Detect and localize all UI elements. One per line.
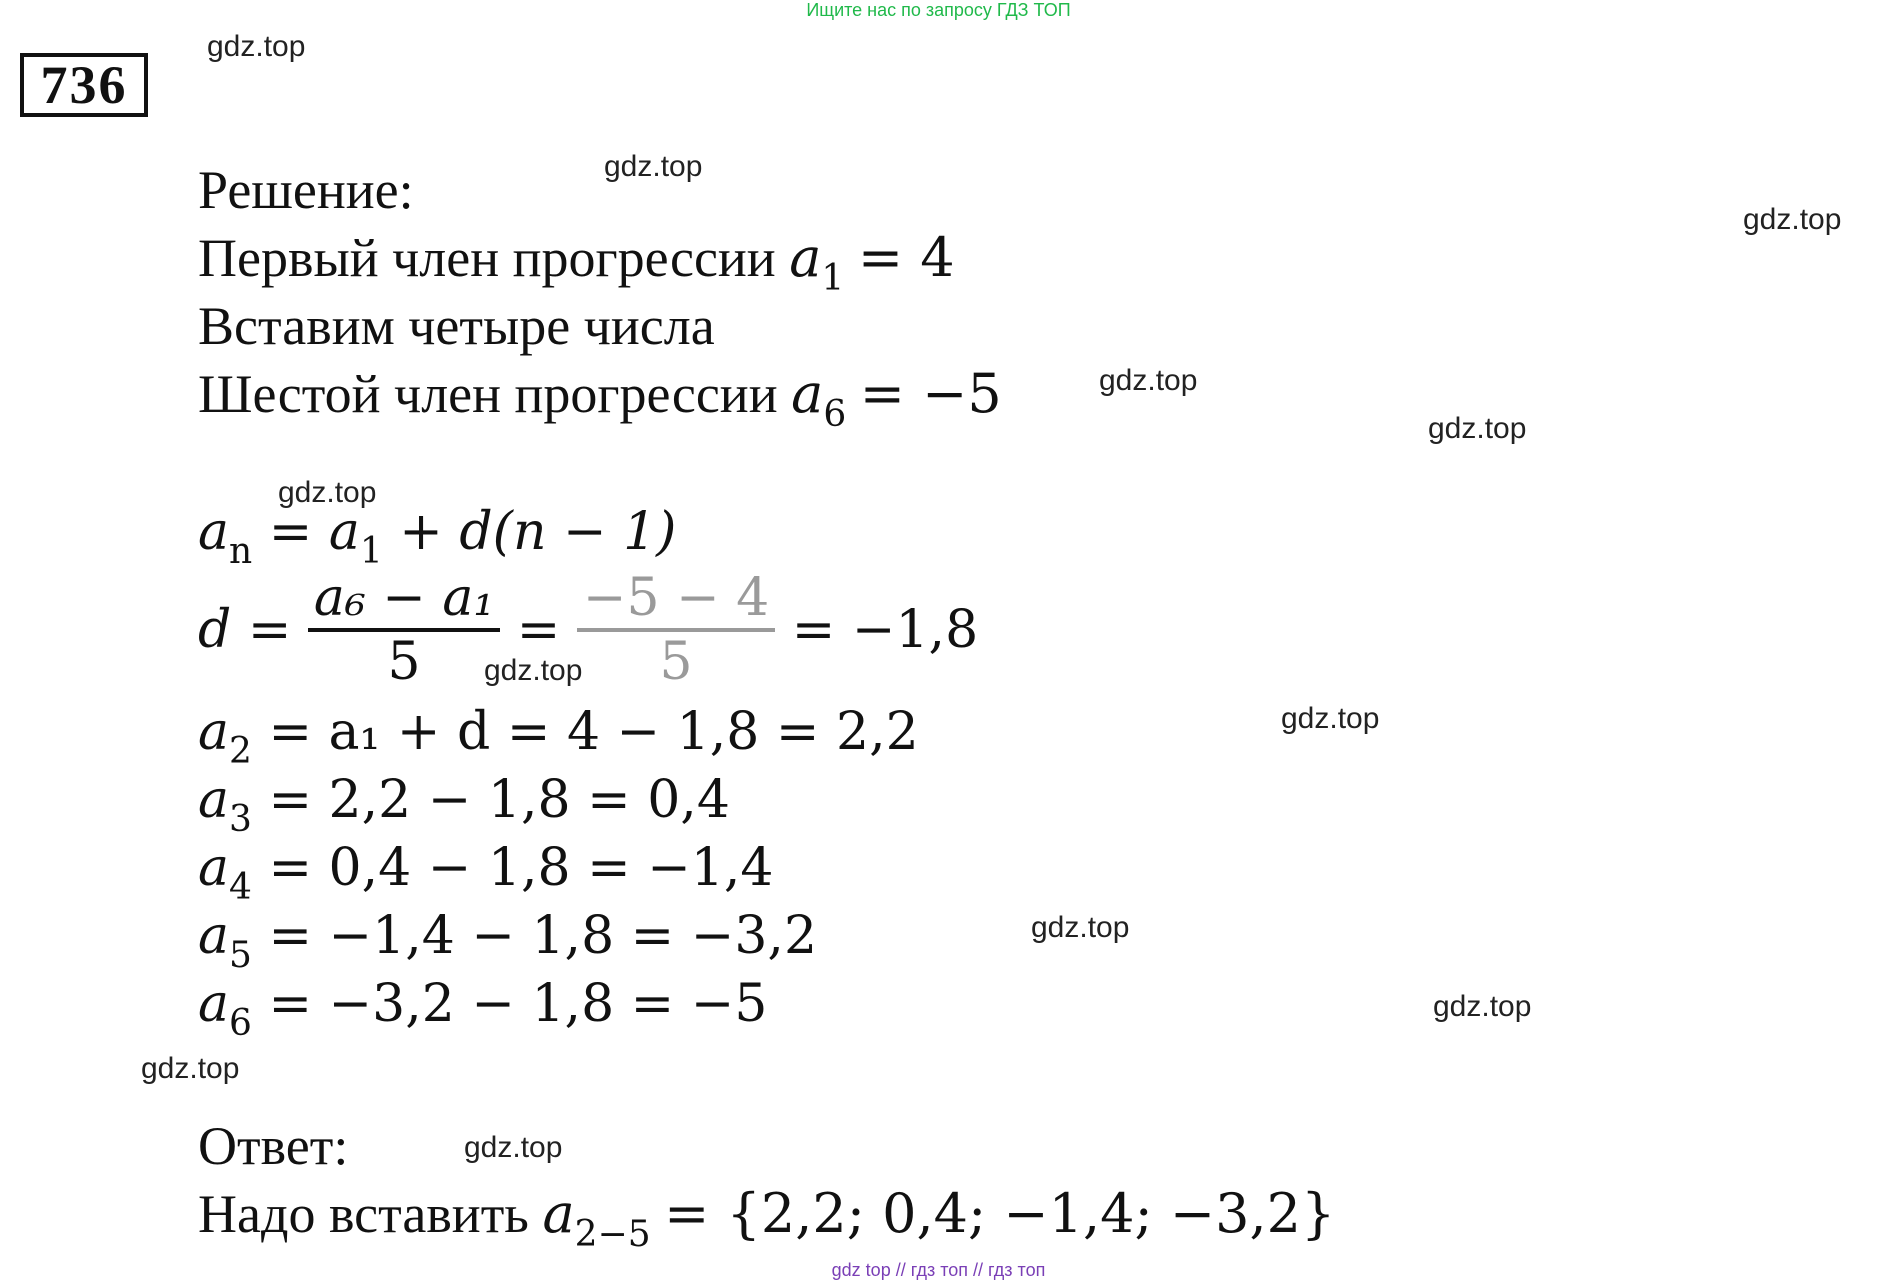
given-first-term-var: $a_1$ [789, 226, 845, 299]
watermark: gdz.top [464, 1131, 563, 1164]
step-a5: $a_5 = -1,4 - 1,8 = -3,2$ [198, 906, 818, 976]
d-var: d = [198, 600, 292, 660]
answer-line [198, 1184, 1335, 1265]
step-a4: $a_4 = 0,4 - 1,8 = -1,4$ [198, 838, 774, 908]
eq-sign: = [516, 600, 561, 660]
general-formula: $a_n = a_1 + d(n - 1)$ [198, 502, 677, 572]
watermark: gdz.top [1031, 911, 1130, 944]
fraction-1: $\frac{\text{a₆ − a₁}}{5}$ [308, 568, 500, 692]
watermark: gdz.top [1433, 990, 1532, 1023]
answer-text: Надо вставить [198, 1184, 529, 1244]
watermark: gdz.top [1428, 412, 1527, 445]
given-insert-four: Вставим четыре числа [198, 296, 715, 356]
answer-heading: Ответ: [198, 1116, 349, 1176]
watermark: gdz.top [1281, 702, 1380, 735]
watermark: gdz.top [604, 150, 703, 183]
watermark: gdz.top [207, 30, 306, 63]
watermark: gdz.top [1099, 364, 1198, 397]
task-number: 736 [20, 53, 148, 117]
solution-heading: Решение: [198, 160, 414, 220]
given-sixth-term [198, 364, 1002, 445]
step-a2: $a_2 = a_1 + d = 4 - 1,8 = 2,2$ [198, 702, 919, 772]
step-a3: $a_3 = 2,2 - 1,8 = 0,4$ [198, 770, 730, 840]
answer-var: $a_{2-5}$ [542, 1182, 651, 1255]
given-sixth-term-value: = −5 [859, 362, 1002, 425]
watermark: gdz.top [278, 476, 377, 509]
top-banner: Ищите нас по запросу ГДЗ ТОП [806, 0, 1071, 20]
given-first-term-value: = 4 [857, 226, 955, 289]
d-result: = −1,8 [791, 600, 979, 660]
watermark: gdz.top [484, 654, 583, 687]
given-sixth-term-var: $a_6$ [791, 362, 847, 435]
footer-tag: gdz top // гдз топ // гдз топ [831, 1260, 1046, 1280]
given-first-term-text: Первый член прогрессии [198, 228, 776, 288]
step-a6: $a_6 = -3,2 - 1,8 = -5$ [198, 974, 768, 1044]
d-calculation [198, 568, 978, 692]
watermark: gdz.top [1743, 203, 1842, 236]
watermark: gdz.top [141, 1052, 240, 1085]
given-sixth-term-text: Шестой член прогрессии [198, 364, 778, 424]
fraction-2: $\frac{-5 - 4}{5}$ [577, 568, 775, 692]
answer-value: = {2,2; 0,4; −1,4; −3,2} [664, 1182, 1336, 1245]
